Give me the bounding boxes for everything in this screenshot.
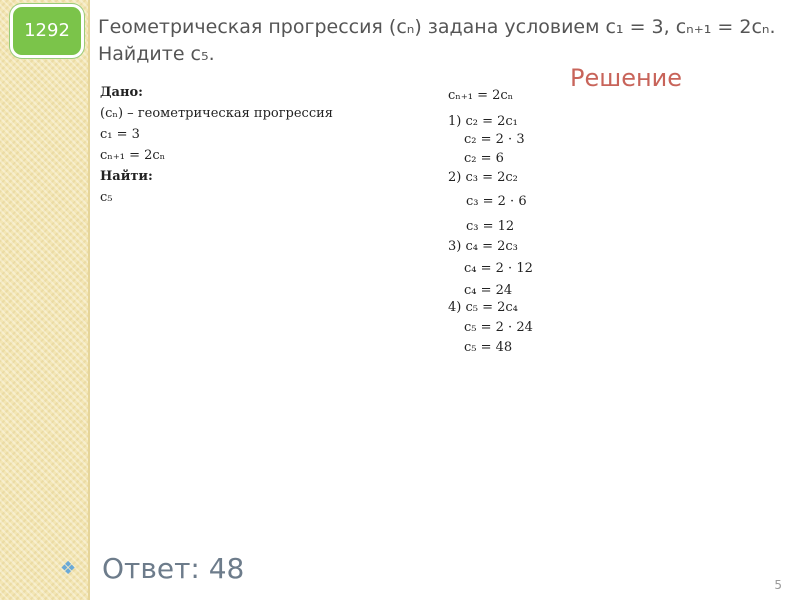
answer-line [60,552,244,585]
step-line: c₅ = 48 [464,340,513,355]
step-line: 3) c₄ = 2c₃ [448,239,518,254]
step-line: 2) c₃ = 2c₂ [448,170,518,185]
answer-text: Ответ: 48 [102,552,245,585]
decorative-side-strip [0,0,90,600]
step-line: c₂ = 6 [464,151,504,166]
find-item: c₅ [100,190,113,205]
given-item: cₙ₊₁ = 2cₙ [100,148,166,163]
step-line: 1) c₂ = 2c₁ [448,114,518,129]
step-line: c₄ = 2 · 12 [464,261,533,276]
given-item: (cₙ) – геометрическая прогрессия [100,106,333,121]
problem-line-1: Геометрическая прогрессия (cₙ) задана условием c₁ = 3, cₙ₊₁ = 2cₙ. [98,16,776,38]
step-line: c₅ = 2 · 24 [464,320,533,335]
step-line: c₃ = 12 [466,219,515,234]
page-number: 5 [774,578,782,592]
step-line: c₄ = 24 [464,283,513,298]
problem-number-badge: 1292 [10,4,84,58]
step-line: cₙ₊₁ = 2cₙ [448,88,514,103]
step-line: c₂ = 2 · 3 [464,132,525,147]
step-line: c₃ = 2 · 6 [466,194,527,209]
given-item: c₁ = 3 [100,127,140,142]
diamond-bullet-icon: ❖ [60,558,77,579]
problem-line-2: Найдите c₅. [98,43,215,65]
step-line: 4) c₅ = 2c₄ [448,300,518,315]
given-block [100,82,400,208]
find-header: Найти: [100,169,153,184]
problem-statement [98,14,788,68]
given-header: Дано: [100,85,143,100]
solution-heading: Решение [570,64,683,92]
